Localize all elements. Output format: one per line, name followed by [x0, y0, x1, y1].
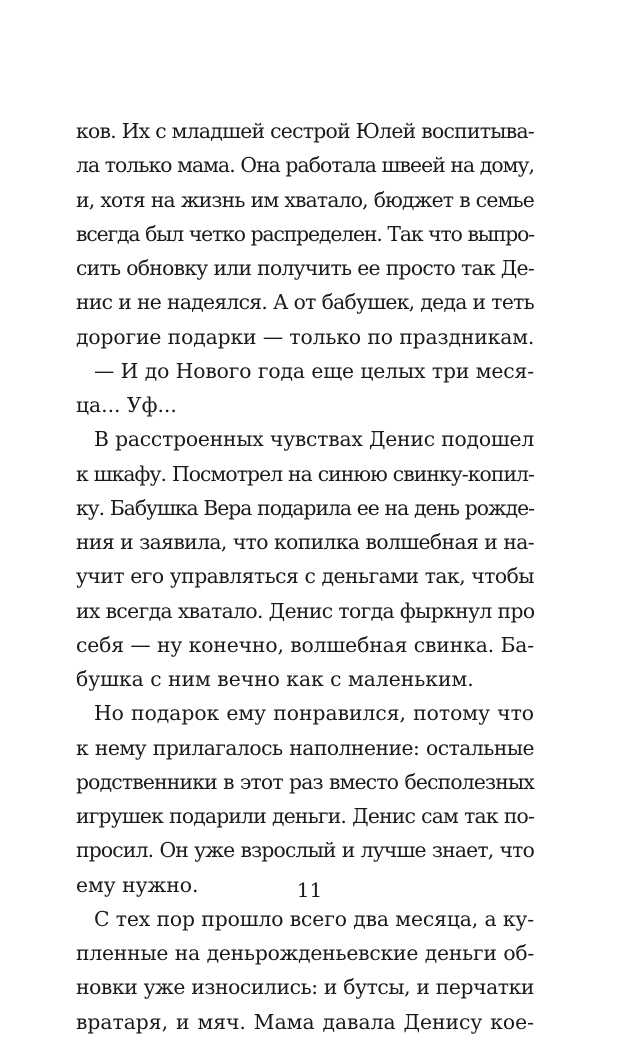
text-line: ния и заявила, что копилка волшебная и на- — [76, 530, 534, 554]
text-line: всегда был четко распределен. Так что выпро- — [76, 221, 534, 246]
text-line: нис и не надеялся. А от бабушек, деда и теть — [76, 290, 534, 315]
text-line: и, хотя на жизнь им хватало, бюджет в семье — [76, 187, 534, 212]
page-number: 11 — [296, 878, 323, 902]
text-line: сить обновку или получить ее просто так Де- — [76, 256, 534, 280]
text-line: пленные на деньрожденьевские деньги об- — [76, 941, 534, 965]
text-line: новки уже износились: и бутсы, и перчатки — [76, 975, 534, 1000]
text-line: дорогие подарки — только по праздникам. — [76, 324, 535, 349]
text-line: к шкафу. Посмотрел на синюю свинку-копил- — [76, 461, 534, 486]
text-line: просил. Он уже взрослый и лучше знает, что — [76, 838, 534, 863]
text-line: Но подарок ему понравился, потому что — [94, 701, 534, 726]
text-line: ков. Их с младшей сестрой Юлей воспитыва- — [76, 119, 534, 143]
text-line: В расстроенных чувствах Денис подошел — [94, 427, 534, 452]
text-line: себя — ну конечно, волшебная свинка. Ба- — [76, 632, 534, 657]
text-line: их всегда хватало. Денис тогда фыркнул про — [76, 598, 535, 623]
text-line: С тех пор прошло всего два месяца, а ку- — [94, 906, 534, 931]
text-line: ла только мама. Она работала швеей на дому, — [76, 153, 535, 178]
text-line: — И до Нового года еще целых три меся- — [94, 358, 534, 383]
text-line: вратаря, и мяч. Мама давала Денису кое- — [76, 1009, 534, 1034]
text-line: ку. Бабушка Вера подарила ее на день рожде- — [76, 495, 534, 520]
text-line: учит его управляться с деньгами так, чтобы — [76, 564, 534, 589]
text-line: игрушек подарили деньги. Денис сам так по- — [76, 804, 534, 828]
text-line: бушка с ним вечно как с маленьким. — [76, 667, 474, 691]
text-line: родственники в этот раз вместо бесполезных — [76, 769, 534, 794]
text-line: ца... Уф... — [76, 393, 177, 417]
text-line: ему нужно. — [76, 872, 199, 897]
text-line: к нему прилагалось наполнение: остальные — [76, 735, 534, 760]
